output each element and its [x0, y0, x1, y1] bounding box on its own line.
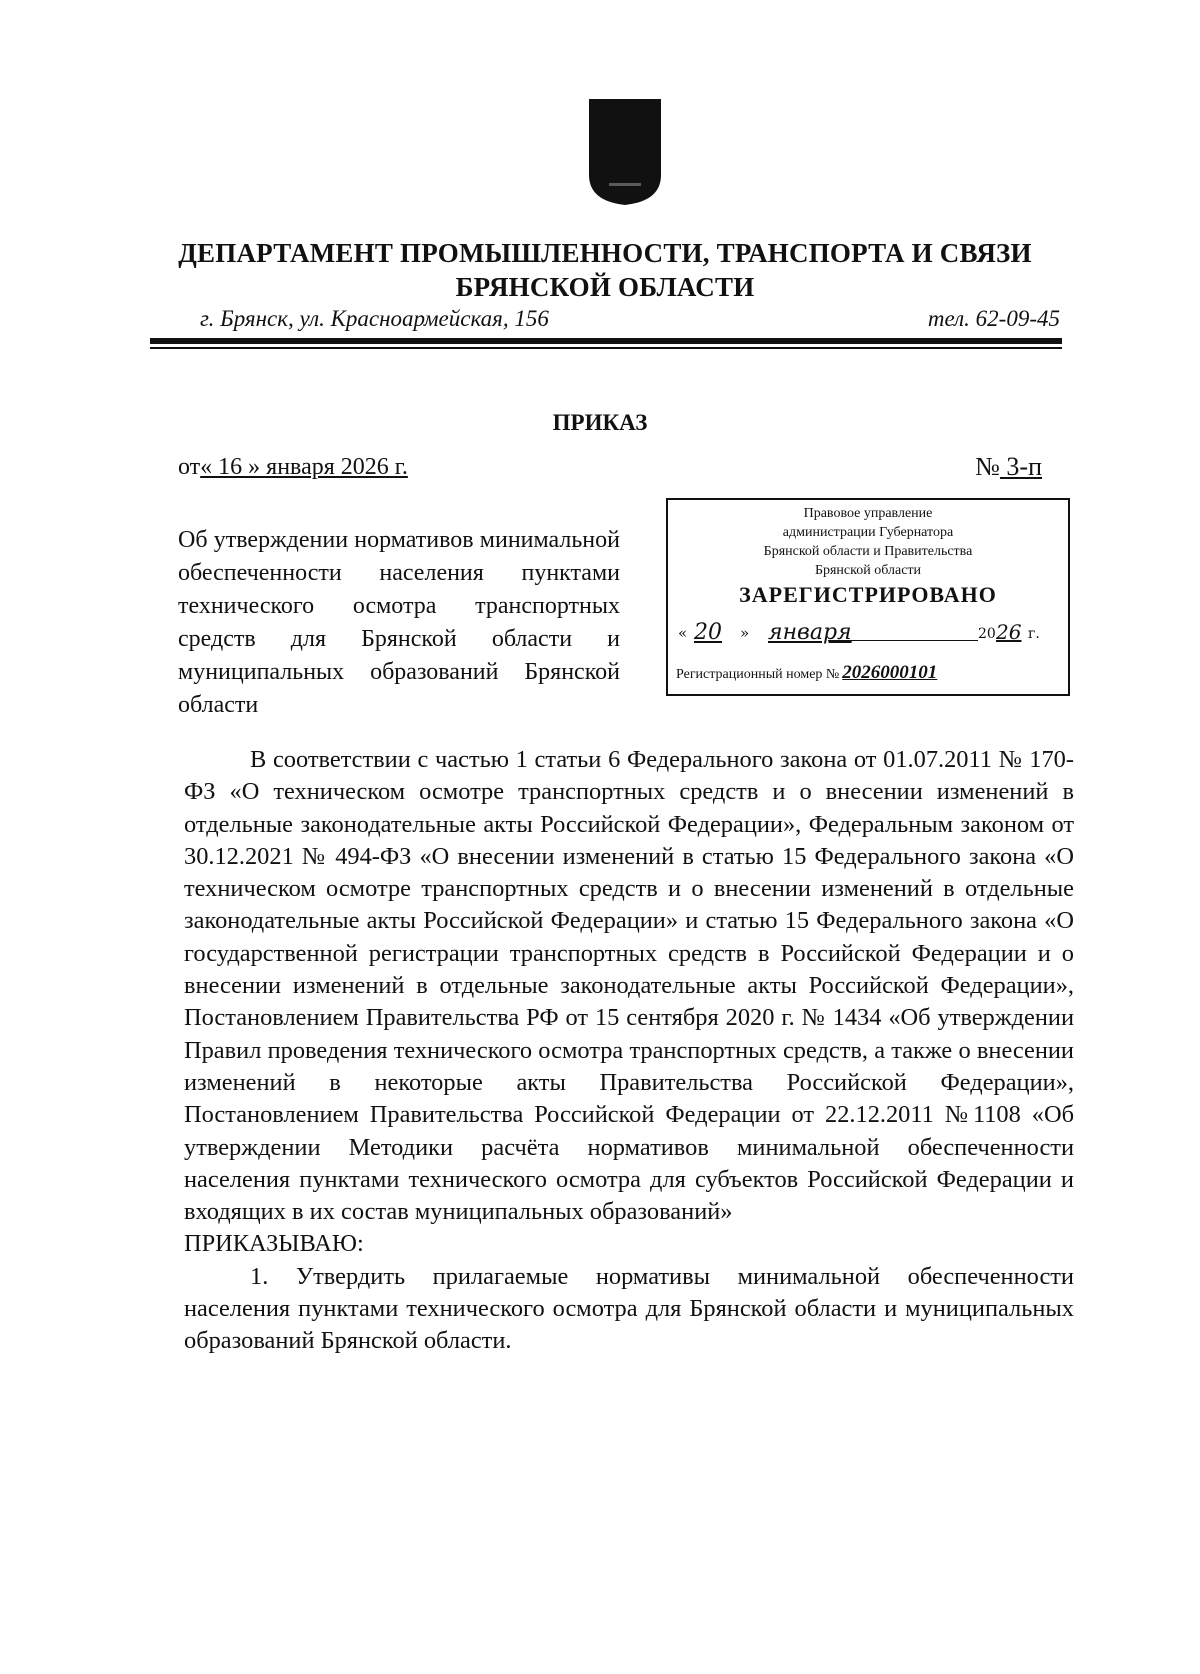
- order-item-1: 1. Утвердить прилагаемые нормативы минимальной обеспеченности населения пунктами технического осмотра для Брянской области и муниципальных образований Брянской области.: [184, 1262, 1074, 1355]
- registration-stamp: [666, 498, 1070, 696]
- stamp-day: 20: [694, 620, 722, 645]
- order-body: [184, 744, 1074, 1358]
- stamp-reg-label: Регистрационный номер №: [676, 667, 840, 682]
- stamp-date-row: [678, 620, 1058, 650]
- header-divider-thin: [150, 347, 1062, 349]
- department-title-line1: ДЕПАРТАМЕНТ ПРОМЫШЛЕННОСТИ, ТРАНСПОРТА И СВЯЗИ: [178, 238, 1032, 268]
- order-number-value: 3-п: [999, 452, 1042, 481]
- stamp-line-4: Брянской области: [814, 563, 922, 578]
- order-number: [975, 452, 1042, 482]
- stamp-line-1: Правовое управление: [803, 506, 933, 521]
- stamp-registered: ЗАРЕГИСТРИРОВАНО: [739, 582, 997, 607]
- address-row: [200, 306, 1060, 332]
- order-title: ПРИКАЗ: [552, 410, 648, 435]
- department-title-line2: БРЯНСКОЙ ОБЛАСТИ: [455, 272, 755, 302]
- coat-of-arms-icon: [587, 97, 663, 207]
- stamp-date-underline: [828, 640, 978, 641]
- department-address: г. Брянск, ул. Красноармейская, 156: [200, 306, 549, 331]
- stamp-month: января: [768, 620, 852, 645]
- order-number-prefix: №: [975, 452, 1000, 481]
- department-title: [130, 236, 1080, 304]
- department-phone: тел. 62-09-45: [927, 306, 1060, 331]
- order-command: ПРИКАЗЫВАЮ:: [184, 1230, 364, 1258]
- order-date-value: « 16 » января 2026 г.: [200, 454, 408, 480]
- stamp-year-unit: г.: [1028, 626, 1040, 642]
- stamp-open-quote: «: [678, 624, 688, 642]
- order-date: [178, 454, 408, 481]
- stamp-line-3: Брянской области и Правительства: [763, 544, 973, 559]
- stamp-year-suffix: 26: [996, 620, 1022, 644]
- header-divider-thick: [150, 338, 1062, 344]
- stamp-line-2: администрации Губернатора: [782, 525, 954, 540]
- order-subject: Об утверждении нормативов минимальной обеспеченности населения пунктами технического осмотра транспортных средств для Брянской области и муниципальных образований Брянской области: [178, 527, 620, 718]
- stamp-reg-number-row: [676, 662, 1060, 686]
- stamp-year-prefix: 20: [978, 626, 996, 642]
- order-date-prefix: от: [178, 454, 201, 480]
- stamp-reg-number: 2026000101: [842, 662, 938, 683]
- stamp-close-quote: »: [740, 624, 750, 642]
- order-preamble: В соответствии с частью 1 статьи 6 Федерального закона от 01.07.2011 № 170-ФЗ «О техническом осмотре транспортных средств и о внесении изменений в отдельные законодательные акты Российской Федерации», Федеральным законом от 30.12.2021 № 494-ФЗ «О внесении изменений в статью 15 Федерального закона «О техническом осмотре транспортных средств и о внесении изменений в отдельные законодательные акты Российской Федерации» и статью 15 Федерального закона «О государственной регистрации транспортных средств в Российской Федерации и о внесении изменений в отдельные законодательные акты Российской Федерации», Постановлением Правительства РФ от 15 сентября 2020 г. № 1434 «Об утверждении Правил проведения технического осмотра транспортных средств, а также о внесении изменений в некоторые акты Правительства Российской Федерации», Постановлением Правительства Российской Федерации от 22.12.2011 №1108 «Об утверждении Методики расчёта нормативов минимальной обеспеченности населения пунктами технического осмотра для субъектов Российской Федерации и входящих в их состав муниципальных образований»: [184, 746, 1074, 1226]
